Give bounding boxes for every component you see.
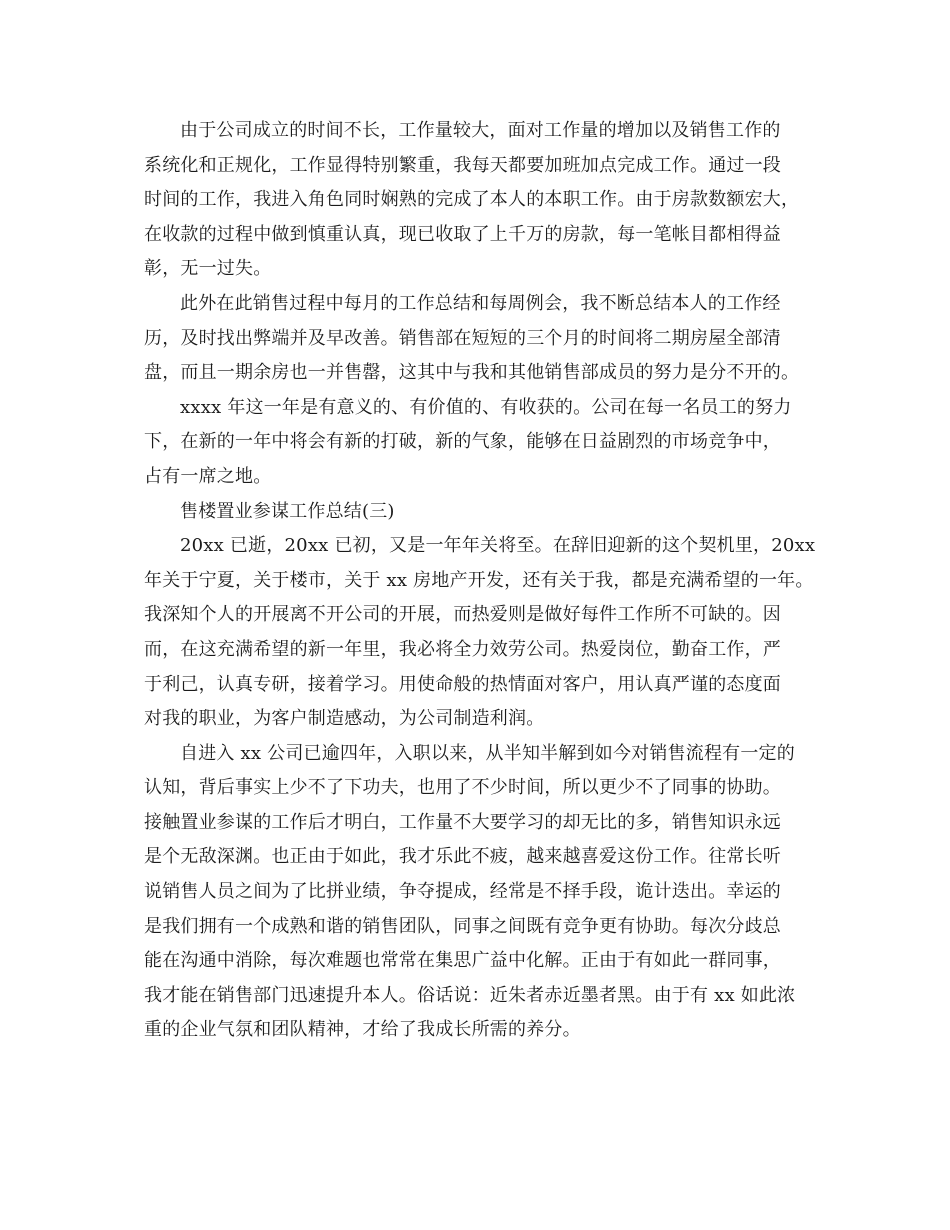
paragraph-2-line-3: 盘，而且一期余房也一并售罄，这其中与我和其他销售部成员的努力是分不开的。 <box>144 362 800 384</box>
paragraph-6-line-9: 重的企业气氛和团队精神，才给了我成长所需的养分。 <box>144 1019 581 1041</box>
paragraph-1-line-3: 时间的工作，我进入角色同时娴熟的完成了本人的本职工作。由于房款数额宏大， <box>144 189 800 211</box>
paragraph-6-line-4: 是个无敌深渊。也正由于如此，我才乐此不疲，越来越喜爱这份工作。往常长听 <box>144 846 781 868</box>
paragraph-6-line-7: 能在沟通中消除，每次难题也常常在集思广益中化解。正由于有如此一群同事， <box>144 950 781 972</box>
paragraph-5-line-2: 年关于宁夏，关于楼市，关于 xx 房地产开发，还有关于我，都是充满希望的一年。 <box>144 569 814 591</box>
paragraph-3-line-3: 占有一席之地。 <box>144 465 272 487</box>
paragraph-6-line-6: 是我们拥有一个成熟和谐的销售团队，同事之间既有竞争更有协助。每次分歧总 <box>144 915 781 937</box>
paragraph-6-line-3: 接触置业参谋的工作后才明白，工作量不大要学习的却无比的多，销售知识永远 <box>144 811 781 833</box>
document-body <box>144 114 814 1048</box>
paragraph-6-line-8: 我才能在销售部门迅速提升本人。俗话说：近朱者赤近墨者黑。由于有 xx 如此浓 <box>144 984 796 1006</box>
paragraph-2-line-1: 此外在此销售过程中每月的工作总结和每周例会，我不断总结本人的工作经 <box>180 292 781 314</box>
paragraph-5-line-6: 对我的职业，为客户制造感动，为公司制造利润。 <box>144 708 545 730</box>
paragraph-1-line-4: 在收款的过程中做到慎重认真，现已收取了上千万的房款，每一笔帐目都相得益 <box>144 223 781 245</box>
paragraph-6-line-1: 自进入 xx 公司已逾四年，入职以来，从半知半解到如今对销售流程有一定的 <box>180 742 795 764</box>
paragraph-5-line-3: 我深知个人的开展离不开公司的开展，而热爱则是做好每件工作所不可缺的。因 <box>144 604 781 626</box>
paragraph-6-line-5: 说销售人员之间为了比拼业绩，争夺提成，经常是不择手段，诡计迭出。幸运的 <box>144 881 781 903</box>
paragraph-5-line-5: 于利己，认真专研，接着学习。用使命般的热情面对客户，用认真严谨的态度面 <box>144 673 781 695</box>
paragraph-3-line-2: 下，在新的一年中将会有新的打破，新的气象，能够在日益剧烈的市场竞争中， <box>144 431 781 453</box>
paragraph-5-line-4: 而，在这充满希望的新一年里，我必将全力效劳公司。热爱岗位，勤奋工作，严 <box>144 638 781 660</box>
paragraph-6-line-2: 认知，背后事实上少不了下功夫，也用了不少时间，所以更少不了同事的协助。 <box>144 777 781 799</box>
paragraph-1-line-5: 彰，无一过失。 <box>144 258 272 280</box>
paragraph-3-line-1: xxxx 年这一年是有意义的、有价值的、有收获的。公司在每一名员工的努力 <box>180 396 792 418</box>
paragraph-1-line-1: 由于公司成立的时间不长，工作量较大，面对工作量的增加以及销售工作的 <box>180 120 781 141</box>
paragraph-2-line-2: 历，及时找出弊端并及早改善。销售部在短短的三个月的时间将二期房屋全部清 <box>144 327 781 349</box>
section-heading: 售楼置业参谋工作总结(三) <box>180 500 395 522</box>
paragraph-1-line-2: 系统化和正规化，工作显得特别繁重，我每天都要加班加点完成工作。通过一段 <box>144 154 781 176</box>
paragraph-5-line-1: 20xx 已逝，20xx 已初，又是一年年关将至。在辞旧迎新的这个契机里，20xx <box>180 535 816 557</box>
